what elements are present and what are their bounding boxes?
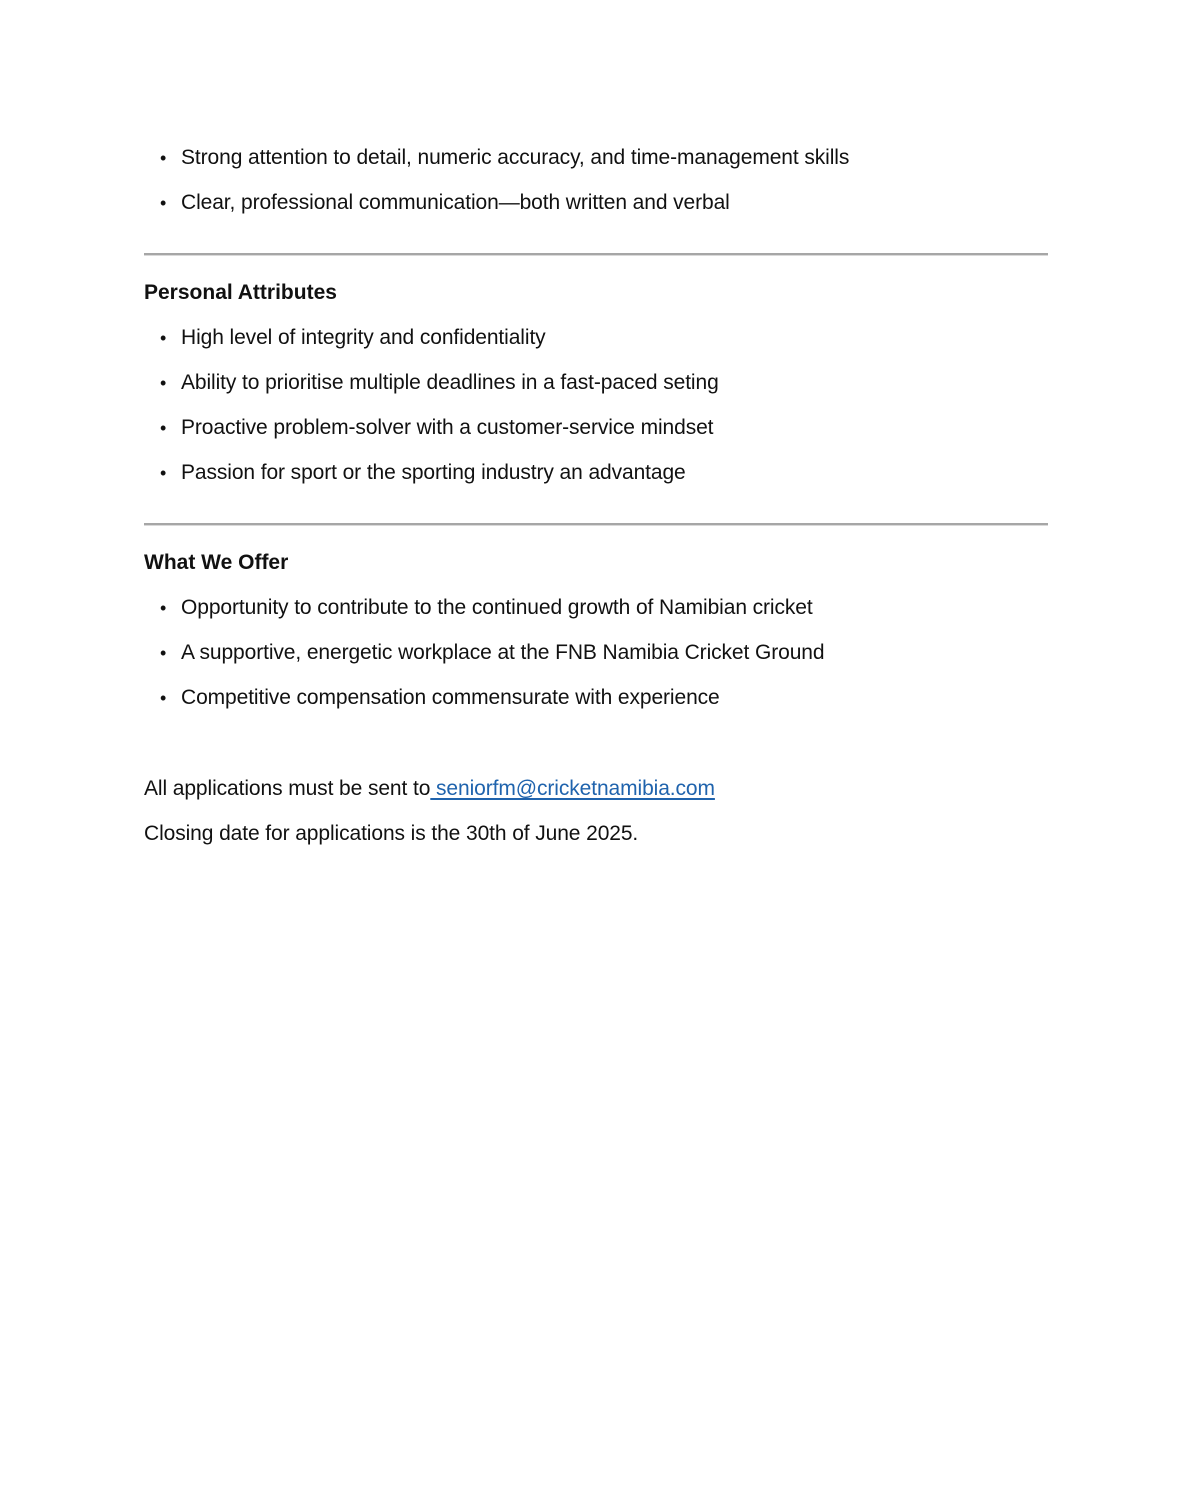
- list-item-text: High level of integrity and confidentiality: [181, 326, 546, 349]
- bullet-icon: •: [160, 328, 167, 348]
- list-item-text: Competitive compensation commensurate with experience: [181, 686, 720, 709]
- bullet-icon: •: [160, 643, 167, 663]
- list-item: [160, 415, 714, 441]
- application-instructions: [144, 776, 715, 802]
- email-link[interactable]: seniorfm@cricketnamibia.com: [430, 777, 715, 800]
- list-item-text: Opportunity to contribute to the continued growth of Namibian cricket: [181, 596, 813, 619]
- list-item-text: Ability to prioritise multiple deadlines in a fast-paced seting: [181, 371, 719, 394]
- section-heading-personal-attributes: Personal Attributes: [144, 281, 337, 304]
- bullet-icon: •: [160, 598, 167, 618]
- section-divider: [144, 523, 1048, 525]
- bullet-icon: •: [160, 148, 167, 168]
- bullet-icon: •: [160, 688, 167, 708]
- list-item: [160, 640, 825, 666]
- section-heading-what-we-offer: What We Offer: [144, 551, 289, 574]
- list-item: [160, 685, 720, 711]
- list-item: [160, 325, 546, 351]
- bullet-icon: •: [160, 463, 167, 483]
- list-item-text: A supportive, energetic workplace at the FNB Namibia Cricket Ground: [181, 641, 825, 664]
- closing-date-text: Closing date for applications is the 30th of June 2025.: [144, 822, 639, 845]
- bullet-icon: •: [160, 193, 167, 213]
- list-item-text: Proactive problem-solver with a customer-service mindset: [181, 416, 714, 439]
- list-item: [160, 190, 730, 216]
- list-item: [160, 145, 850, 171]
- list-item: [160, 460, 686, 486]
- list-item-text: Strong attention to detail, numeric accuracy, and time-management skills: [181, 146, 850, 169]
- bullet-icon: •: [160, 418, 167, 438]
- section-divider: [144, 253, 1048, 255]
- list-item-text: Passion for sport or the sporting industry an advantage: [181, 461, 686, 484]
- list-item: [160, 595, 813, 621]
- application-prefix: All applications must be sent to: [144, 777, 431, 800]
- list-item: [160, 370, 719, 396]
- bullet-icon: •: [160, 373, 167, 393]
- list-item-text: Clear, professional communication—both written and verbal: [181, 191, 730, 214]
